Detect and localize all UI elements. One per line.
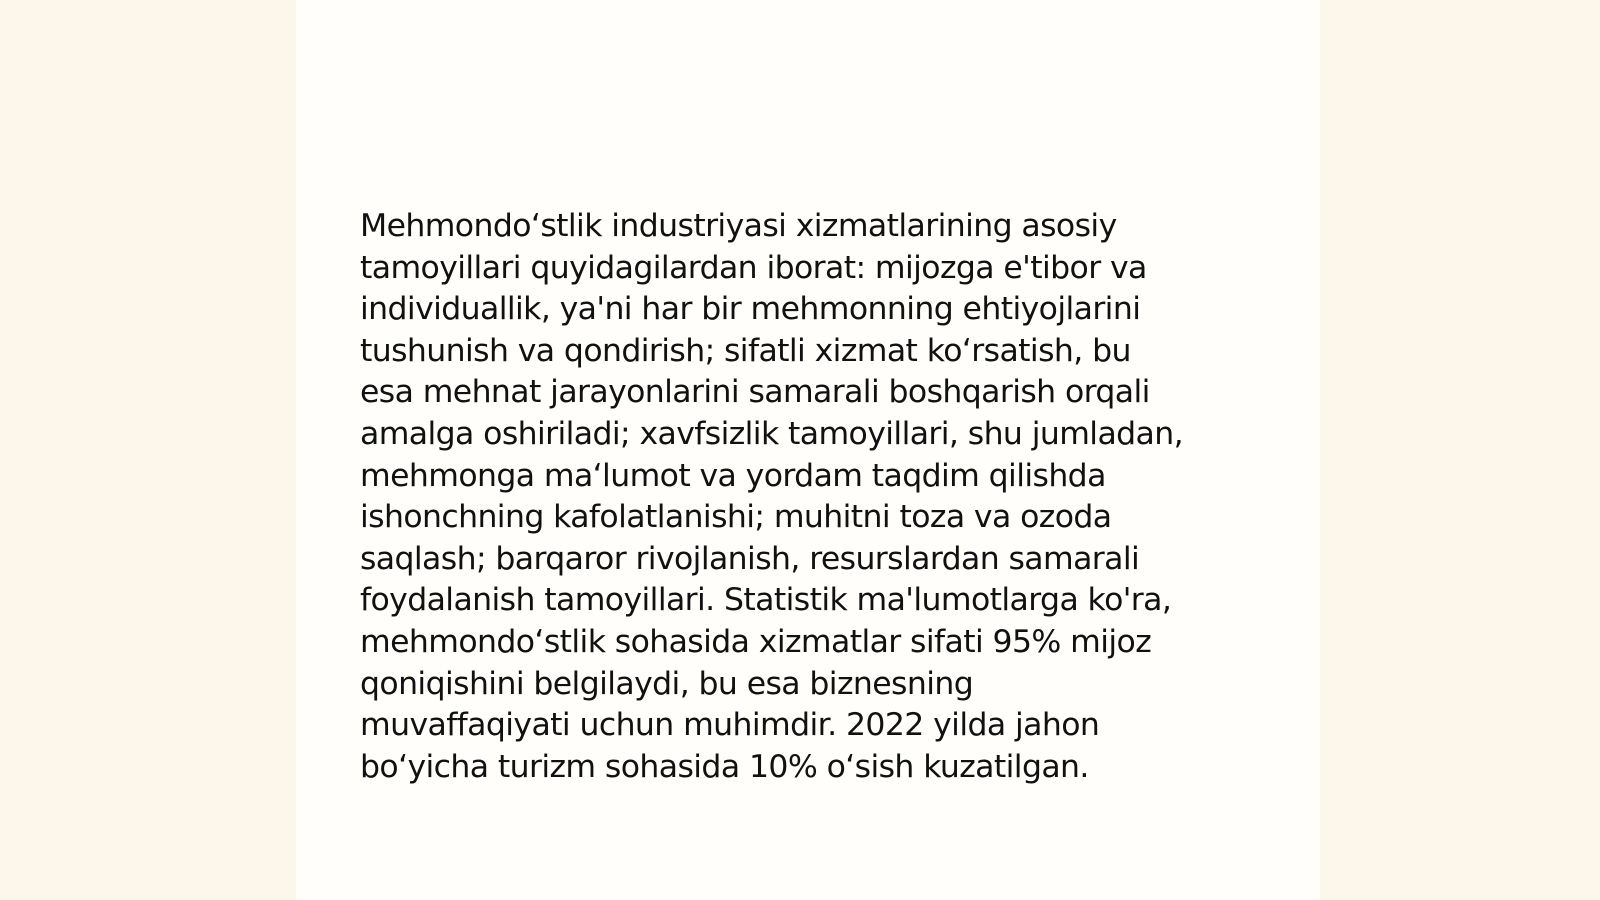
text-line: mehmonga ma‘lumot va yordam taqdim qilishda — [360, 457, 1106, 494]
text-line: ishonchning kafolatlanishi; muhitni toza va ozoda — [360, 499, 1112, 536]
text-line: mehmondo‘stlik sohasida xizmatlar sifati 95% mijoz — [360, 623, 1152, 660]
text-line: foydalanish tamoyillari. Statistik ma'lumotlarga ko'ra, — [360, 582, 1172, 619]
text-line: Mehmondo‘stlik industriyasi xizmatlarining asosiy — [360, 208, 1117, 244]
text-line: saqlash; barqaror rivojlanish, resurslardan samarali — [360, 540, 1140, 577]
text-line: amalga oshiriladi; xavfsizlik tamoyillari, shu jumladan, — [360, 415, 1184, 452]
text-line: muvaffaqiyati uchun muhimdir. 2022 yilda jahon — [360, 707, 1100, 744]
text-line: esa mehnat jarayonlarini samarali boshqarish orqali — [360, 374, 1150, 411]
text-line: bo‘yicha turizm sohasida 10% o‘sish kuzatilgan. — [360, 748, 1089, 785]
text-line: qoniqishini belgilaydi, bu esa biznesning — [360, 665, 974, 702]
text-line: tamoyillari quyidagilardan iborat: mijozga e'tibor va — [360, 249, 1147, 286]
body-paragraph — [360, 206, 1250, 788]
text-line: individuallik, ya'ni har bir mehmonning ehtiyojlarini — [360, 291, 1141, 328]
document-page — [296, 0, 1320, 900]
text-line: tushunish va qondirish; sifatli xizmat ko‘rsatish, bu — [360, 332, 1131, 369]
